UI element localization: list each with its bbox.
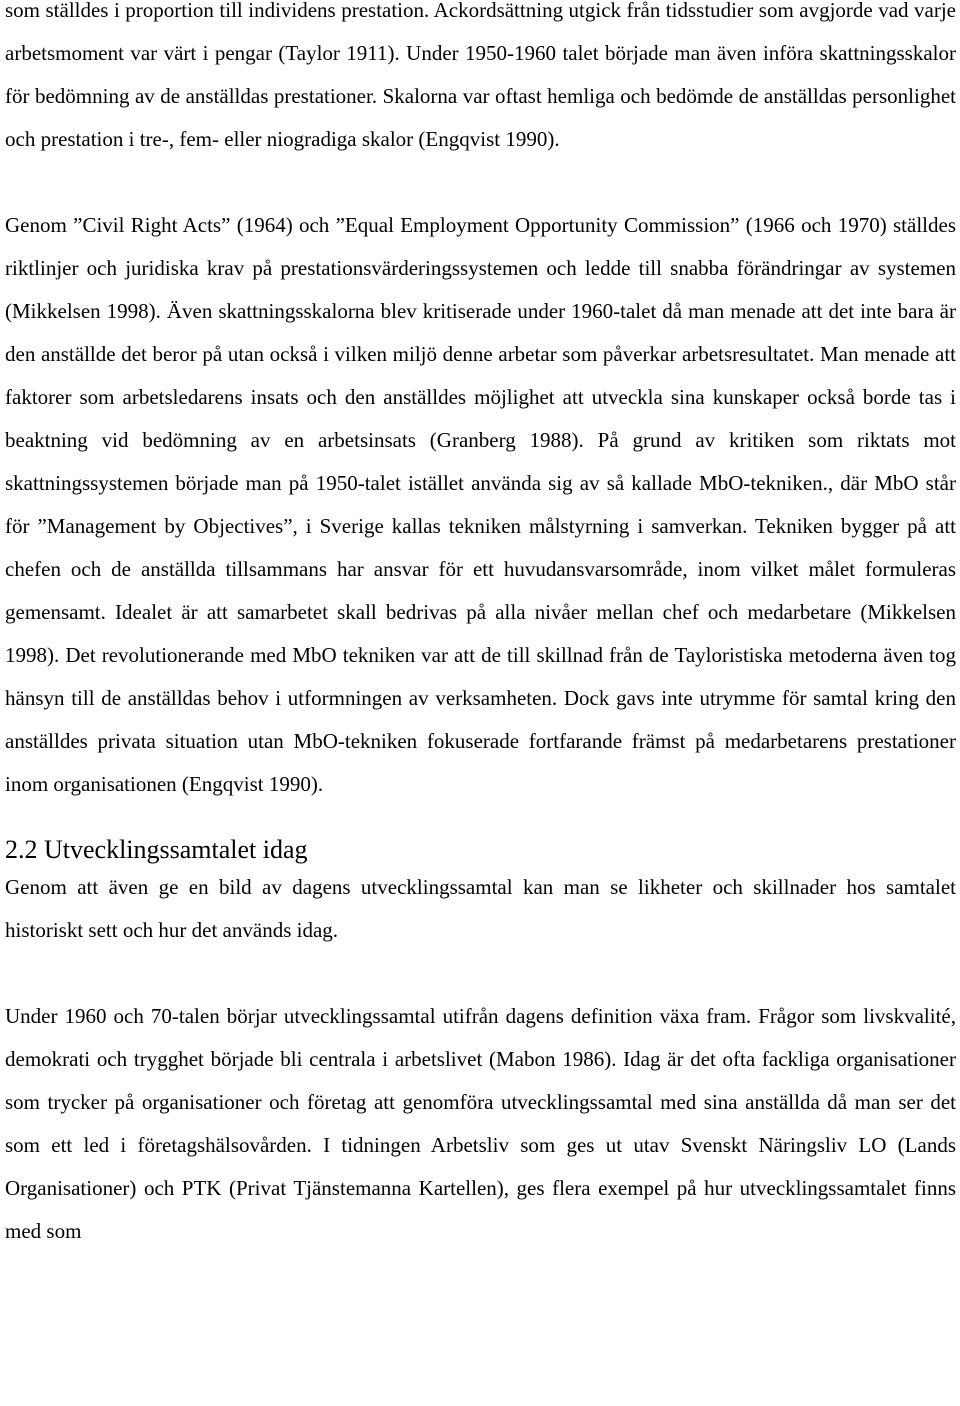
paragraph-todays-review: Genom att även ge en bild av dagens utvecklingssamtal kan man se likheter och skillnader hos samtalet historiskt sett och hur det används idag. [5, 875, 956, 942]
paragraph-civil-rights-mbo: Genom ”Civil Right Acts” (1964) och ”Equal Employment Opportunity Commission” (1966 och 1970) ställdes riktlinjer och juridiska krav på prestationsvärderingssystemen och ledde till snabba förändringar av systemen (Mikkelsen 1998). Även skattningsskalorna blev kritiserade under 1960-talet då man menade att det inte bara är den anställde det beror på utan också i vilken miljö denne arbetar som påverkar arbetsresultatet. Man menade att faktorer som arbetsledarens insats och den anställdes möjlighet att utveckla sina kunskaper också borde tas i beaktning vid bedömning av en arbetsinsats (Granberg 1988). På grund av kritiken som riktats mot skattningssystemen började man på 1950-talet istället använda sig av så kallade MbO-tekniken., där MbO står för ”Management by Objectives”, i Sverige kallas tekniken målstyrning i samverkan. Tekniken bygger på att chefen och de anställda tillsammans har ansvar för ett huvudansvarsområde, inom vilket målet formuleras gemensamt. Idealet är att samarbetet skall bedrivas på alla nivåer mellan chef och medarbetare (Mikkelsen 1998). Det revolutionerande med MbO tekniken var att de till skillnad från de Tayloristiska metoderna även tog hänsyn till de anställdas behov i utformningen av verksamheten. Dock gavs inte utrymme för samtal kring den anställdes privata situation utan MbO-tekniken fokuserade fortfarande främst på medarbetarens prestationer inom organisationen (Engqvist 1990). [5, 213, 956, 796]
paragraph-1960s-development: Under 1960 och 70-talen börjar utvecklingssamtal utifrån dagens definition växa fram. Frågor som livskvalité, demokrati och trygghet började bli centrala i arbetslivet (Mabon 1986). Idag är det ofta fackliga organisationer som trycker på organisationer och företag att genomföra utvecklingssamtal med sina anställda då man ser det som ett led i företagshälsovården. I tidningen Arbetsliv som ges ut utav Svenskt Näringsliv LO (Lands Organisationer) och PTK (Privat Tjänstemanna Kartellen), ges flera exempel på hur utvecklingssamtalet finns med som [5, 1004, 956, 1243]
document-page [5, 0, 956, 1253]
paragraph-prestationsvardering-history: som ställdes i proportion till individens prestation. Ackordsättning utgick från tidsstudier som avgjorde vad varje arbetsmoment var värt i pengar (Taylor 1911). Under 1950-1960 talet började man även införa skattningsskalor för bedömning av de anställdas prestationer. Skalorna var oftast hemliga och bedömde de anställdas personlighet och prestation i tre-, fem- eller niogradiga skalor (Engqvist 1990). [5, 0, 956, 151]
section-heading: 2.2 Utvecklingssamtalet idag [5, 835, 308, 864]
